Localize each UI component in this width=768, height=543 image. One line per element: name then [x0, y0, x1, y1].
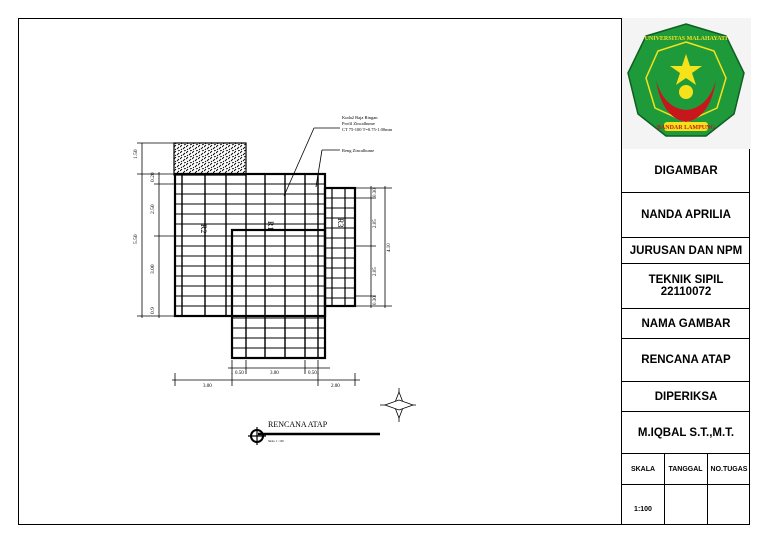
label-skala: SKALA [630, 466, 656, 473]
dim-left-inner: 0.20 [150, 172, 156, 182]
callout-truss-line-1: Kuda2 Baja Ringan [342, 115, 378, 120]
callout-truss-line-3: CT 75-100 T=0.75-1.00mm [342, 127, 393, 132]
value-jurusan [622, 264, 750, 309]
callout-truss-line-2: Profil Zincalhume [342, 121, 375, 126]
dim-right-5: 0.30 [373, 296, 378, 305]
value-nama-gambar: RENCANA ATAP [622, 339, 750, 382]
dim-bottom-1a: 0.50 [235, 371, 244, 376]
value-diperiksa: M.IQBAL S.T.,M.T. [622, 412, 750, 454]
roof-label-r2: R2 [199, 224, 208, 234]
value-jurusan-line-2: 22110072 [660, 286, 712, 298]
callout-batten-text: Reng Zincalhume [342, 148, 375, 153]
value-skala: 1:100 [634, 506, 652, 513]
gravel-box [174, 143, 246, 175]
dim-left-3: 5.50 [133, 234, 139, 244]
label-nama-gambar: NAMA GAMBAR [622, 309, 750, 339]
north-arrow-icon [380, 388, 416, 422]
logo-text-bottom: BANDAR LAMPUNG [656, 125, 716, 131]
dim-left-4: 3.00 [150, 264, 156, 274]
title-block [621, 18, 750, 525]
university-logo [622, 18, 750, 149]
dim-left-2: 2.50 [150, 204, 156, 214]
dim-right-4: 4.10 [387, 243, 392, 252]
dim-right-2: 2.05 [373, 219, 378, 228]
label-no-tugas: NO.TUGAS [710, 466, 748, 473]
label-digambar: DIGAMBAR [622, 149, 750, 193]
roof-battens [175, 184, 325, 348]
dim-bottom-2b: 2.00 [331, 384, 340, 389]
roof-r3 [325, 188, 355, 306]
dim-bottom-1b: 3.00 [270, 371, 279, 376]
label-jurusan: JURUSAN DAN NPM [622, 238, 750, 264]
dim-left-1: 1.50 [133, 149, 139, 159]
dim-bottom-2a: 3.00 [203, 384, 212, 389]
dim-left-5: 0.9 [150, 307, 156, 314]
roof-label-r1: R1 [266, 221, 275, 231]
scale-table [622, 454, 750, 525]
dimension-left [137, 143, 176, 318]
value-digambar: NANDA APRILIA [622, 193, 750, 238]
label-diperiksa: DIPERIKSA [622, 382, 750, 412]
drawing-scale-caption: Skala 1 : 100 [268, 439, 284, 443]
dim-right-1: 0.30 [373, 188, 378, 197]
dim-bottom-1c: 0.50 [308, 371, 317, 376]
value-jurusan-line-1: TEKNIK SIPIL [648, 274, 724, 286]
dim-right-3: 2.05 [373, 267, 378, 276]
drawing-title: RENCANA ATAP [268, 420, 328, 429]
roof-label-r3: R3 [336, 218, 345, 228]
label-tanggal: TANGGAL [668, 466, 703, 473]
title-symbol-icon [248, 427, 266, 445]
logo-text-top: UNIVERSITAS MALAHAYATI [644, 36, 728, 42]
